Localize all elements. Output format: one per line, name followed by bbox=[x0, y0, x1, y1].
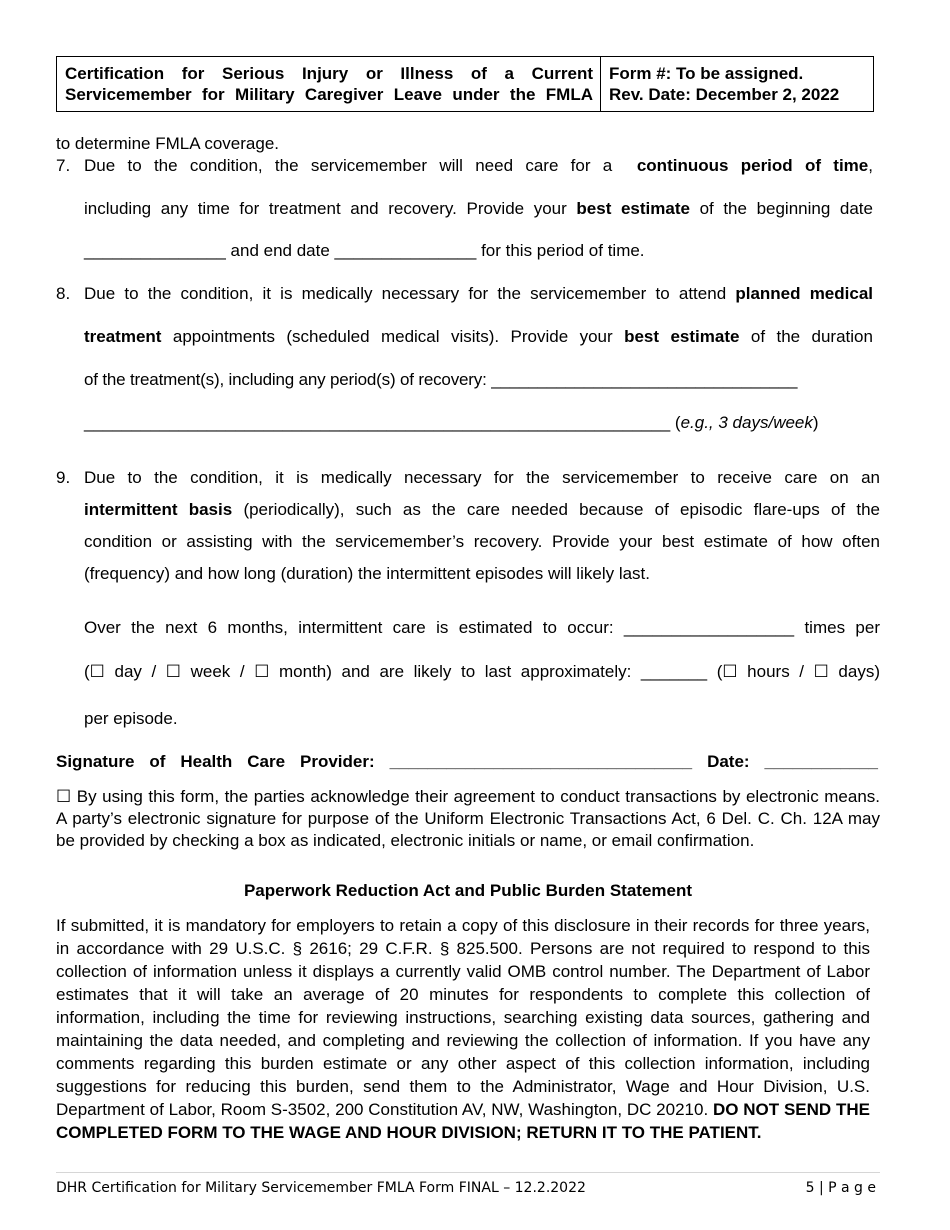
item-8-close-paren: ) bbox=[812, 413, 819, 432]
item-7-date-fields[interactable]: _______________ and end date _______________ for this period of time. bbox=[84, 241, 645, 260]
form-title bbox=[57, 57, 601, 111]
item-7-line-2 bbox=[84, 198, 873, 219]
item-8-text-c: of the duration bbox=[750, 327, 873, 346]
item-7-comma: , bbox=[868, 156, 873, 175]
item-8-example: e.g., 3 days/week bbox=[680, 413, 813, 432]
item-9-line-3: condition or assisting with the servicemember’s recovery. Provide your best estimate of how often bbox=[84, 532, 880, 551]
item-8-number: 8. bbox=[56, 284, 71, 303]
form-title-line-1: Certification for Serious Injury or Illness of a Current bbox=[65, 64, 593, 83]
revision-date: Rev. Date: December 2, 2022 bbox=[609, 85, 840, 104]
item-8-bold-planned: planned medical bbox=[735, 284, 874, 303]
item-9-line-1: Due to the condition, it is medically necessary for the servicemember to receive care on an bbox=[84, 468, 880, 487]
item-8-text-a: Due to the condition, it is medically necessary for the servicemember to attend bbox=[84, 284, 727, 303]
item-8-blank-line: ______________________________________________________________ ( bbox=[84, 413, 681, 432]
item-8-line-1 bbox=[84, 283, 873, 304]
item-9-frequency-field[interactable]: Over the next 6 months, intermittent care is estimated to occur: __________________ times per bbox=[84, 618, 880, 637]
item-8-line-2 bbox=[84, 326, 873, 347]
item-9-text-b: (periodically), such as the care needed because of episodic flare-ups of the bbox=[243, 500, 881, 519]
form-number: Form #: To be assigned. bbox=[609, 64, 804, 83]
signature-line[interactable]: Signature of Health Care Provider: ________________________________ Date: ____________ bbox=[56, 752, 878, 771]
item-8-bold-best-estimate: best estimate bbox=[624, 327, 740, 346]
item-7-text-c: of the beginning date bbox=[699, 199, 873, 218]
paperwork-body bbox=[56, 914, 870, 1144]
item-7-number: 7. bbox=[56, 156, 71, 175]
footer-document-name: DHR Certification for Military Servicemember FMLA Form FINAL – 12.2.2022 bbox=[56, 1180, 586, 1196]
paperwork-text: If submitted, it is mandatory for employers to retain a copy of this disclosure in their records for three years, in accordance with 29 U.S.C. § 2616; 29 C.F.R. § 825.500. Persons are not required to respond to this collection of information unless it displays a currently valid OMB control number. The Department of Labor estimates that it will take an average of 20 minutes for respondents to complete this collection of information, including the time for reviewing instructions, searching existing data sources, gathering and maintaining the data needed, and completing and reviewing the collection of information. If you have any comments regarding this burden estimate or any other aspect of this collection information, including suggestions for reducing this burden, send them to the Administrator, Wage and Hour Division, U.S. Department of Labor, Room S-3502, 200 Constitution AV, NW, Washington, DC 20210. bbox=[56, 916, 870, 1119]
item-7-line-1 bbox=[84, 155, 873, 176]
item-8-text-b: appointments (scheduled medical visits). Provide your bbox=[172, 327, 613, 346]
esign-text: By using this form, the parties acknowledge their agreement to conduct transactions by electronic means. A party’s electronic signature for purpose of the Uniform Electronic Transactions Act, 6 Del. C. Ch. 12A may be provided by checking a box as indicated, electronic initials or name, or email confirmation. bbox=[56, 787, 880, 850]
esign-acknowledgment bbox=[56, 786, 880, 852]
item-8-duration-field[interactable]: of the treatment(s), including any period(s) of recovery: _________________________________ bbox=[84, 370, 798, 389]
item-9-period-options[interactable]: (☐ day / ☐ week / ☐ month) and are likely to last approximately: _______ (☐ hours / ☐ days) bbox=[84, 662, 880, 681]
form-meta bbox=[601, 57, 873, 111]
item-7-text-a: Due to the condition, the servicemember will need care for a bbox=[84, 156, 613, 175]
item-9-per-episode: per episode. bbox=[84, 709, 178, 728]
continuation-text: to determine FMLA coverage. bbox=[56, 134, 280, 153]
item-9-line-4: (frequency) and how long (duration) the intermittent episodes will likely last. bbox=[84, 564, 650, 583]
item-9-number: 9. bbox=[56, 468, 71, 487]
item-7-bold-continuous: continuous period of time bbox=[636, 156, 869, 175]
esign-checkbox[interactable]: ☐ bbox=[56, 787, 72, 806]
item-8-duration-field-cont[interactable] bbox=[84, 412, 819, 433]
form-header-box bbox=[56, 56, 874, 112]
item-9-line-2 bbox=[84, 499, 880, 520]
item-7-bold-best-estimate: best estimate bbox=[576, 199, 690, 218]
item-8-bold-treatment: treatment bbox=[84, 327, 162, 346]
item-7-text-b: including any time for treatment and recovery. Provide your bbox=[84, 199, 567, 218]
item-9-bold-intermittent: intermittent basis bbox=[84, 500, 233, 519]
footer-page-number: 5 | P a g e bbox=[805, 1180, 876, 1196]
paperwork-heading: Paperwork Reduction Act and Public Burden Statement bbox=[243, 881, 693, 900]
footer-divider bbox=[56, 1172, 880, 1173]
form-title-line-2: Servicemember for Military Caregiver Leave under the FMLA bbox=[65, 85, 593, 104]
paperwork-bold-instruction: DO NOT SEND THE COMPLETED FORM TO THE WAGE AND HOUR DIVISION; RETURN IT TO THE PATIENT. bbox=[56, 1100, 870, 1142]
